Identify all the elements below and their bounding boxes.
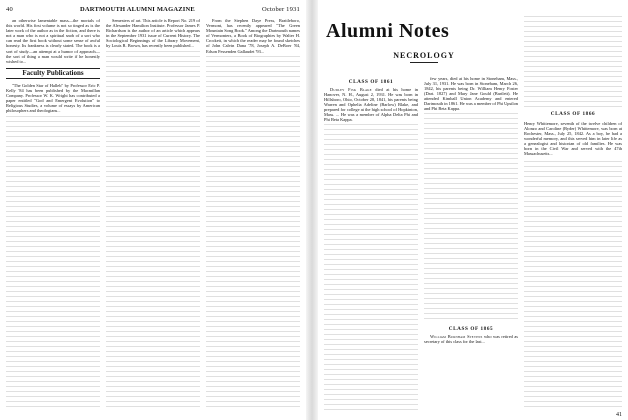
- obituary-text: who was retired as secretary of this class for the last...: [424, 334, 518, 344]
- section-header: [324, 14, 524, 72]
- issue-date: October 1931: [262, 6, 300, 13]
- obituary-name: Dudley Fisk Blake: [330, 87, 372, 92]
- left-columns: [6, 18, 300, 410]
- right-page: [318, 0, 628, 420]
- left-column-3: [206, 18, 300, 410]
- necrology-heading: NECROLOGY: [393, 51, 455, 60]
- faculty-publications-heading: Faculty Publications: [6, 68, 100, 79]
- section-title: Alumni Notes: [326, 20, 450, 42]
- text-lines: [106, 51, 200, 410]
- class-heading: CLASS OF 1866: [550, 111, 596, 117]
- obituary-name: William Burnham Stevens: [430, 334, 483, 339]
- article-text: From the Stephen Daye Press, Brattleboro, Vermont, has recently appeared "The Green Mountain Song Book." Among the Dartmouth names of Vermonters, a Book of Biographies by Walter H. Crockett, in which the reader may be found sketches of John Calvin Dana '78, Joseph A. DeBoer '84, Edson Fessenden Gallaudet '93...: [206, 18, 300, 54]
- right-column-1: [324, 76, 418, 410]
- text-lines: [6, 116, 100, 411]
- book-gutter: [306, 0, 318, 420]
- article-text: Semesters of art. This article is Report No. 219 of the Alexander Hamilton Institute. Professor James P. Richardson is the author of an article which appears in the September 1931 issue of Current History. The Sociological Beginnings of the Library Movement, by Louis R. Brown, has recently been published...: [106, 18, 200, 49]
- article-text: an otherwise lamentable mass—the mortals of this world. His first volume is not so tinged as is the later work of the author as in the fiction, and there is not a man who is not a spiritual snob of a sort who can read the first book without some sense of awful honesty. Its frankness is clearly stated. The book is a sort of study—an attempt at a humor of approach—the sort of thing a man would write if he honestly wished to...: [6, 18, 100, 64]
- left-column-1: [6, 18, 100, 410]
- text-lines: [206, 56, 300, 410]
- class-heading: CLASS OF 1865: [448, 326, 494, 332]
- divider: [410, 62, 438, 63]
- article-text: "The Golden Star of Halleb" by Professor Eric P. Kelly '84 has been published by the Macmillan Company. Professor W. K. Wright has contributed a paper entitled "God and Emergent Evolution" to Religious Studies, a volume of essays by American philosophers and theologians...: [6, 82, 100, 114]
- obituary-text: Henry Whittemore, seventh of the twelve children of Alonzo and Caroline (Ryder) Whittemore, was born at Rochester, Mass., July 25, 1842. As a boy, he had a wonderful memory, and this served him in later life as a genealogist and historian of old families. He was born in the Civil War and served with the 47th Massachusetts...: [524, 121, 622, 157]
- page-number-right: 41: [616, 412, 622, 418]
- text-lines: [524, 161, 622, 410]
- page-header-left: [6, 6, 300, 16]
- obituary-text: few years, died at his home in Stoneham, Mass., July 31, 1931. He was born in Stoneham, March 26, 1842, his parents being Dr. William Henry Foster (Dart. 1827) and Mary Jane Gould (Bartlett). He attended Kimball Union Academy and entered Dartmouth in 1861. He was a member of Phi Upsilon and Phi Beta Kappa.: [424, 76, 518, 111]
- text-lines: [424, 113, 518, 323]
- right-column-3: [524, 16, 622, 410]
- obituary-text: died at his home in Hanover, N. H., August 2, 1931. He was born in Hillsboro, Ohio, October 28, 1841, his parents being Warren and Ophelia Adeline (Barlow) Blake, and prepared for college at the high school of Hopkinton, Mass. ... He was a member of Alpha Delta Phi and Phi Beta Kappa.: [324, 87, 418, 122]
- left-page: [0, 0, 306, 420]
- magazine-title: DARTMOUTH ALUMNI MAGAZINE: [80, 6, 195, 13]
- class-heading: CLASS OF 1861: [348, 79, 394, 85]
- text-lines: [324, 124, 418, 410]
- text-lines: [524, 16, 622, 108]
- right-columns: [324, 76, 518, 410]
- left-column-2: [106, 18, 200, 410]
- right-column-2: [424, 76, 518, 410]
- page-number-left: 40: [6, 6, 13, 13]
